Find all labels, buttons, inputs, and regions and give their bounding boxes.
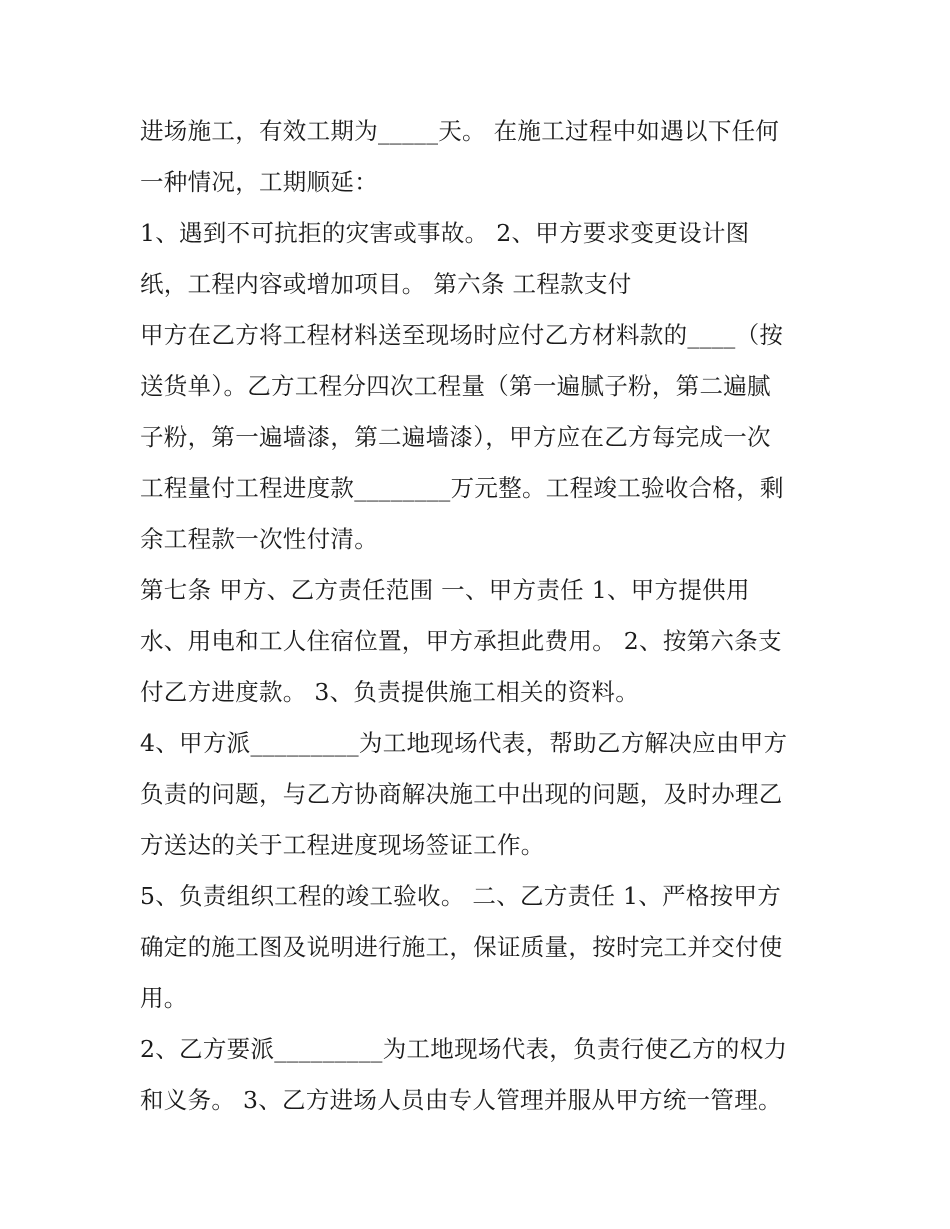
- text-line: 2、乙方要派_________为工地现场代表，负责行使乙方的权力: [140, 1035, 788, 1063]
- text-line: 子粉，第一遍墙漆，第二遍墙漆），甲方应在乙方每完成一次: [140, 423, 771, 451]
- text-line: 水、用电和工人住宿位置，甲方承担此费用。 2、按第六条支: [140, 627, 782, 655]
- text-line: 和义务。 3、乙方进场人员由专人管理并服从甲方统一管理。: [140, 1086, 782, 1114]
- text-line: 负责的问题，与乙方协商解决施工中出现的问题，及时办理乙: [140, 780, 783, 808]
- text-line: 一种情况，工期顺延：: [140, 168, 378, 196]
- text-line: 方送达的关于工程进度现场签证工作。: [140, 831, 545, 859]
- text-line: 第七条 甲方、乙方责任范围 一、甲方责任 1、甲方提供用: [140, 576, 750, 604]
- text-line: 5、负责组织工程的竣工验收。 二、乙方责任 1、严格按甲方: [140, 882, 782, 910]
- text-line: 纸，工程内容或增加项目。 第六条 工程款支付: [140, 270, 632, 298]
- text-line: 进场施工，有效工期为_____天。 在施工过程中如遇以下任何: [140, 117, 780, 145]
- contract-text: [140, 108, 830, 1128]
- text-line: 送货单）。乙方工程分四次工程量（第一遍腻子粉，第二遍腻: [140, 372, 771, 400]
- text-line: 1、遇到不可抗拒的灾害或事故。 2、甲方要求变更设计图: [140, 219, 750, 247]
- text-line: 4、甲方派_________为工地现场代表，帮助乙方解决应由甲方: [140, 729, 788, 757]
- text-line: 用。: [140, 984, 188, 1012]
- text-line: 工程量付工程进度款________万元整。工程竣工验收合格，剩: [140, 474, 784, 502]
- text-line: 确定的施工图及说明进行施工，保证质量，按时完工并交付使: [140, 933, 783, 961]
- text-line: 甲方在乙方将工程材料送至现场时应付乙方材料款的____（按: [140, 321, 784, 349]
- text-line: 余工程款一次性付清。: [140, 525, 378, 553]
- text-line: 付乙方进度款。 3、负责提供施工相关的资料。: [140, 678, 640, 706]
